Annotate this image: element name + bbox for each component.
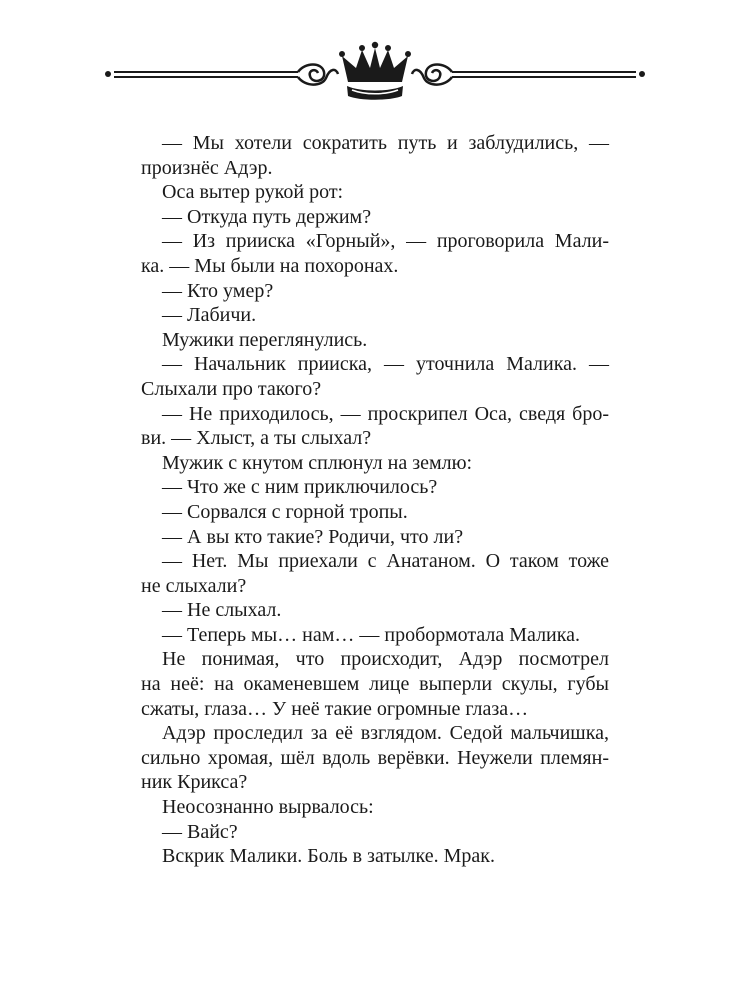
text-line: сжаты, глаза… У неё такие огромные глаза…	[141, 697, 529, 720]
text-line: Не понимая, что происходит, Адэр посмотрел	[162, 648, 609, 671]
text-line: Мужик с кнутом сплюнул на землю:	[162, 451, 473, 474]
text-line: Неосознанно вырвалось:	[162, 796, 374, 819]
text-line: на неё: на окаменевшем лице выперли скулы, губы	[141, 673, 609, 696]
text-line: Оса вытер рукой рот:	[162, 181, 344, 204]
text-line: — Что же с ним приключилось?	[162, 476, 438, 499]
text-line: Слыхали про такого?	[141, 377, 322, 400]
text-line: ка. — Мы были на похоронах.	[141, 254, 399, 277]
text-line: — А вы кто такие? Родичи, что ли?	[162, 525, 464, 548]
crown-divider-icon	[100, 38, 650, 108]
text-line: — Не слыхал.	[162, 599, 282, 622]
text-line: — Сорвался с горной тропы.	[162, 500, 408, 523]
text-line: — Лабичи.	[162, 304, 257, 327]
text-line: Адэр проследил за её взглядом. Седой мальчишка,	[162, 722, 609, 745]
text-line: — Кто умер?	[162, 279, 274, 302]
crown-icon	[339, 42, 411, 100]
text-line: ви. — Хлыст, а ты слыхал?	[141, 427, 372, 450]
text-line: — Нет. Мы приехали с Анатаном. О таком тоже	[162, 550, 609, 573]
text-line: Мужики переглянулись.	[162, 328, 368, 351]
text-line: — Откуда путь держим?	[162, 205, 372, 228]
text-line: — Из прииска «Горный», — проговорила Мали-	[162, 230, 609, 253]
text-line: — Вайс?	[162, 820, 238, 843]
header-ornament	[100, 38, 650, 108]
text-line: ник Крикса?	[141, 771, 248, 794]
text-line: сильно хромая, шёл вдоль верёвки. Неужели племян-	[141, 746, 609, 769]
book-text	[141, 131, 609, 869]
text-line: Вскрик Малики. Боль в затылке. Мрак.	[162, 845, 495, 868]
text-line: не слыхали?	[141, 574, 247, 597]
text-line: произнёс Адэр.	[141, 156, 273, 179]
text-line: — Теперь мы… нам… — пробормотала Малика.	[162, 623, 581, 646]
text-line: — Не приходилось, — проскрипел Оса, сведя бро-	[162, 402, 609, 425]
text-line: — Начальник прииска, — уточнила Малика. —	[162, 353, 609, 376]
text-line: — Мы хотели сократить путь и заблудились, —	[162, 132, 609, 154]
